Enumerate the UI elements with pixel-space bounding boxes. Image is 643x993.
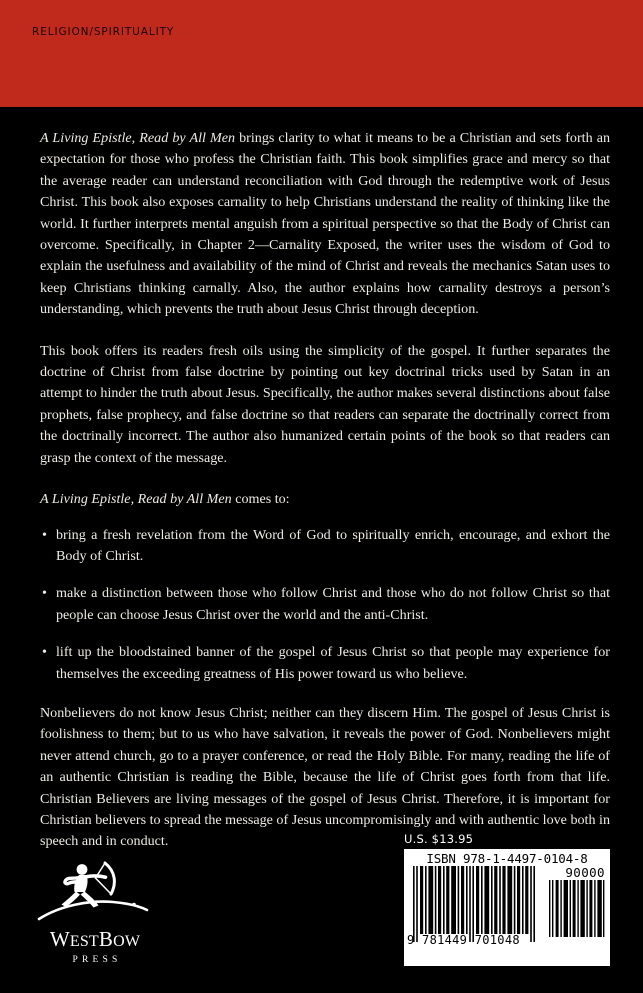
price-label: U.S. $13.95	[404, 832, 474, 846]
bullet-icon: •	[42, 644, 47, 661]
list-item-text: make a distinction between those who follow Christ and those who do not follow Christ so that people can choose Jesus Christ over the world and the anti-Christ.	[56, 585, 610, 623]
bullets-lead-in-rest: comes to:	[231, 491, 290, 508]
isbn-label: ISBN 978-1-4497-0104-8	[426, 851, 588, 866]
list-item-text: bring a fresh revelation from the Word of God to spiritually enrich, encourage, and exhort the Body of Christ.	[56, 526, 610, 564]
publisher-logo-block	[30, 855, 160, 965]
book-title-italic-2: A Living Epistle, Read by All Men	[40, 491, 232, 508]
publisher-wordmark	[30, 928, 160, 951]
ean-digits-label: 9 781449 701048	[407, 933, 520, 947]
ean5-addon-barcode-icon	[548, 880, 605, 937]
publisher-subtitle: PRESS	[72, 955, 122, 965]
blurb-paragraph-1	[40, 128, 610, 321]
bullets-lead-in	[40, 489, 610, 510]
barcode-bars-row	[404, 866, 610, 948]
blurb-paragraph-3: Nonbelievers do not know Jesus Christ; neither can they discern Him. The gospel of Jesus Christ is foolishness to them; but to us who have salvation, it reveals the power of God. Nonbelievers might never attend church, go to a prayer conference, or read the Holy Bible. For many, reading the life of an authentic Christian is reading the Bible, because the life of Christ goes forth from that life. Christian Believers are living messages of the gospel of Jesus Christ. Therefore, it is important for Christian believers to spread the message of Jesus uncompromisingly and with authentic love both in speech and in conduct.	[40, 704, 610, 850]
genre-label: RELIGION/SPIRITUALITY	[32, 26, 175, 38]
list-item	[40, 642, 610, 685]
wordmark-w: W	[49, 927, 70, 952]
genre-band	[0, 0, 643, 107]
list-item	[40, 583, 610, 626]
cover-footer	[0, 803, 643, 993]
benefits-list	[40, 525, 610, 685]
blurb-paragraph-1-body: brings clarity to what it means to be a Christian and sets forth an expectation for those who profess the Christian faith. This book simplifies grace and mercy so that the average reader can understand reconciliation with God through the redemptive work of Jesus Christ. This book also exposes carnality to help Christians understand the reality of thinking like the world. It further interprets mental anguish from a spiritual perspective so that the Body of Christ can overcome. Specifically, in Chapter 2—Carnality Exposed, the writer uses the wisdom of God to explain the usefulness and availability of the mind of Christ and reveals the mechanics Satan uses to keep Christians thinking carnally. Also, the author explains how carnality destroys a person’s understanding, which prevents the truth about Jesus Christ through deception.	[40, 130, 611, 318]
wordmark-est: EST	[69, 933, 99, 951]
bullet-icon: •	[42, 585, 47, 602]
wordmark-b: B	[98, 927, 114, 952]
book-title-italic-1: A Living Epistle, Read by All Men	[40, 130, 236, 146]
wordmark-ow: OW	[113, 933, 141, 951]
list-item-text: lift up the bloodstained banner of the gospel of Jesus Christ so that people may experience for themselves the exceeding greatness of His power toward us who believe.	[56, 644, 610, 682]
bullet-icon: •	[42, 526, 47, 543]
barcode-block	[404, 849, 610, 966]
list-item	[40, 525, 610, 568]
barcode-addon-digits: 90000	[565, 865, 605, 880]
barcode-addon-block	[548, 866, 605, 948]
archer-logo-icon	[35, 855, 155, 927]
blurb-text-block	[40, 128, 610, 853]
blurb-paragraph-2: This book offers its readers fresh oils using the simplicity of the gospel. It further separates the doctrine of Christ from false doctrine by pointing out key doctrinal tricks used by Satan in an attempt to hinder the truth about Jesus. Specifically, the author makes several distinctions about false prophets, false prophecy, and false doctrine so that readers can separate the doctrinally correct from the doctrinally incorrect. The author also humanized certain points of the book so that readers can grasp the context of the message.	[40, 342, 610, 466]
